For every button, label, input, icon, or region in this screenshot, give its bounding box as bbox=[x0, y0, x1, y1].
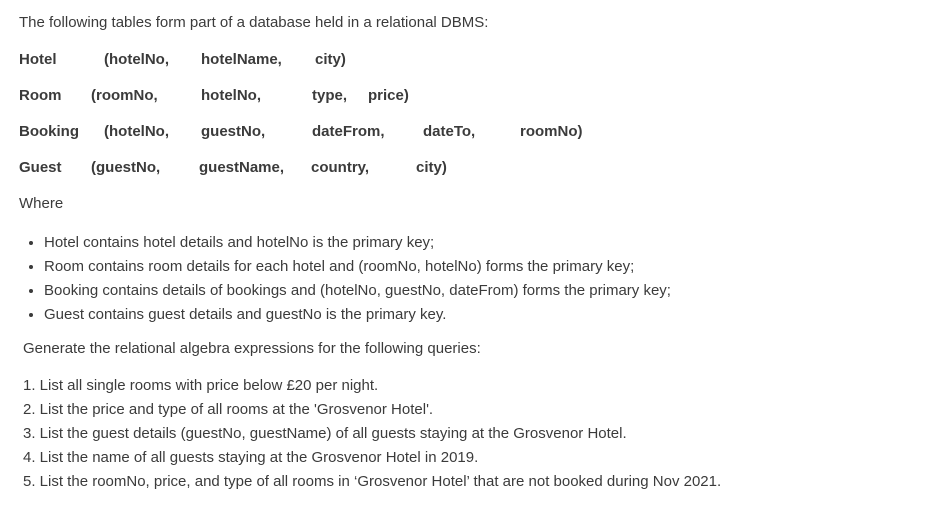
queries-list bbox=[23, 374, 721, 494]
list-item: 5. List the roomNo, price, and type of all rooms in ‘Grosvenor Hotel’ that are not booked during Nov 2021. bbox=[23, 473, 722, 490]
column: (hotelNo, bbox=[104, 51, 169, 68]
column: country, bbox=[311, 159, 370, 176]
generate-instruction: Generate the relational algebra expressions for the following queries: bbox=[23, 340, 481, 357]
column: (roomNo, bbox=[91, 87, 158, 104]
table-name: Booking bbox=[19, 123, 79, 140]
column: roomNo) bbox=[520, 123, 583, 140]
column: type, bbox=[312, 87, 348, 104]
column: city) bbox=[315, 51, 346, 68]
table-name: Room bbox=[19, 87, 62, 104]
column: price) bbox=[368, 87, 409, 104]
column: guestNo, bbox=[201, 123, 266, 140]
list-item: 3. List the guest details (guestNo, guestName) of all guests staying at the Grosvenor Hotel. bbox=[23, 425, 627, 442]
list-item: 1. List all single rooms with price below £20 per night. bbox=[23, 377, 379, 394]
table-name: Hotel bbox=[19, 51, 57, 68]
column: city) bbox=[416, 159, 447, 176]
column: guestName, bbox=[199, 159, 285, 176]
column: (guestNo, bbox=[91, 159, 161, 176]
constraints-list bbox=[26, 231, 671, 327]
where-label: Where bbox=[19, 195, 64, 212]
column: dateFrom, bbox=[312, 123, 385, 140]
column: hotelNo, bbox=[201, 87, 261, 104]
intro-text: The following tables form part of a database held in a relational DBMS: bbox=[19, 14, 489, 31]
list-item: • Hotel contains hotel details and hotelNo is the primary key; bbox=[44, 231, 671, 255]
column: dateTo, bbox=[423, 123, 476, 140]
column: (hotelNo, bbox=[104, 123, 169, 140]
list-item: • Guest contains guest details and guestNo is the primary key. bbox=[44, 303, 671, 327]
list-item: • Room contains room details for each hotel and (roomNo, hotelNo) forms the primary key; bbox=[44, 255, 671, 279]
list-item: 2. List the price and type of all rooms at the 'Grosvenor Hotel'. bbox=[23, 401, 434, 418]
column: hotelName, bbox=[201, 51, 282, 68]
list-item: 4. List the name of all guests staying at the Grosvenor Hotel in 2019. bbox=[23, 449, 479, 466]
table-name: Guest bbox=[19, 159, 62, 176]
list-item: • Booking contains details of bookings and (hotelNo, guestNo, dateFrom) forms the primary key; bbox=[44, 279, 671, 303]
